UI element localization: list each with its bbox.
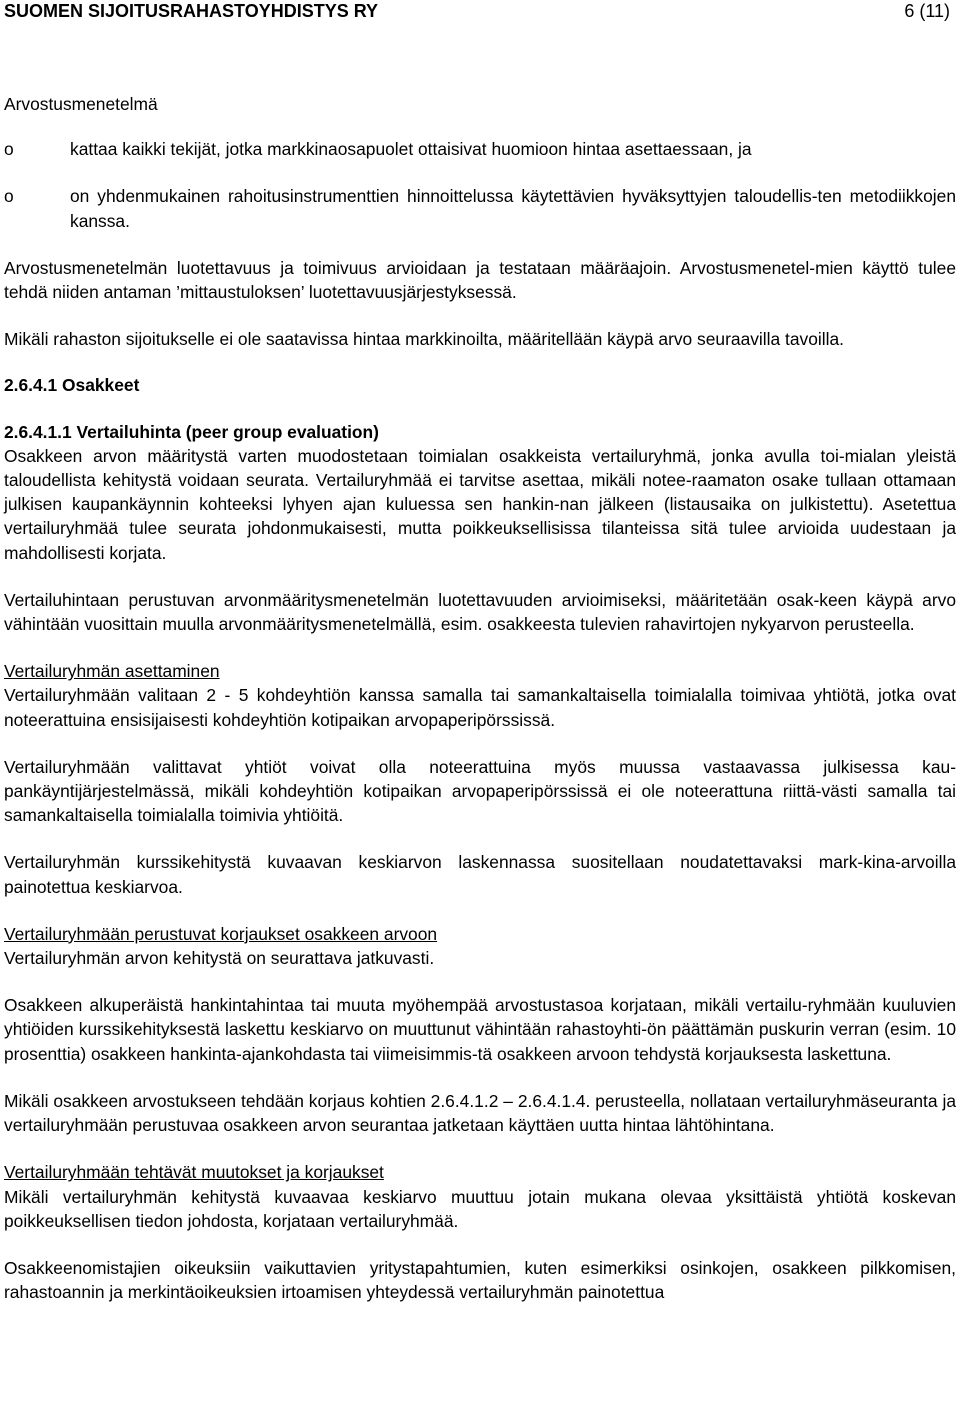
paragraph: Osakkeen alkuperäistä hankintahintaa tai muuta myöhempää arvostustasoa korjataan, mikäli vertailu-ryhmään kuuluvien yhtiöiden kurssikehityksestä laskettu keskiarvo on muuttunut vähintään rahastoyhti-ön päättämän puskurin verran (esim. 10 prosenttia) osakkeen hankinta-ajankohdasta tai viimeisimmis-tä osakkeen arvoon tehdystä korjauksesta laskettuna. — [4, 995, 956, 1064]
page-number: 6 (11) — [904, 1, 950, 21]
underlined-heading: Vertailuryhmään perustuvat korjaukset osakkeen arvoon — [4, 923, 438, 944]
bullet-text: kattaa kaikki tekijät, jotka markkinaosapuolet ottaisivat huomioon hintaa asettaessaan, ja — [70, 139, 752, 160]
paragraph: Vertailuryhmän arvon kehitystä on seurattava jatkuvasti. — [4, 948, 435, 969]
paragraph: Mikäli osakkeen arvostukseen tehdään korjaus kohtien 2.6.4.1.2 – 2.6.4.1.4. perusteella, nollataan vertailuryhmäseuranta ja vertailuryhmään perustuvaa osakkeen arvon seurantaa jatketaan käyttäen uutta hintaa lähtöhintana. — [4, 1090, 956, 1136]
section-heading: 2.6.4.1 Osakkeet — [4, 375, 140, 396]
paragraph: Osakkeenomistajien oikeuksiin vaikuttavien yritystapahtumien, kuten esimerkiksi osinkojen, osakkeen pilkkomisen, rahastoannin ja merkintäoikeuksien irtoamisen yhteydessä vertailuryhmän painotettua — [4, 1257, 956, 1303]
paragraph: Mikäli rahaston sijoitukselle ei ole saatavissa hintaa markkinoilta, määritellään käypä arvo seuraavilla tavoilla. — [4, 329, 844, 350]
paragraph: Mikäli vertailuryhmän kehitystä kuvaavaa keskiarvo muuttuu jotain mukana olevaa yksittäistä yhtiötä koskevan poikkeuksellisen tiedon johdosta, korjataan vertailuryhmää. — [4, 1186, 956, 1231]
underlined-heading: Vertailuryhmään tehtävät muutokset ja korjaukset — [4, 1162, 384, 1183]
paragraph: Vertailuryhmään valitaan 2 - 5 kohdeyhtiön kanssa samalla tai samankaltaisella toimialalla toimivaa yhtiötä, jotka ovat noteerattuina ensisijaisesti kohdeyhtiön kotipaikan arvopaperipörssissä. — [4, 685, 956, 730]
paragraph: Vertailuryhmään valittavat yhtiöt voivat olla noteerattuina myös muussa vastaavassa julkisessa kau-pankäyntijärjestelmässä, mikäli kohdeyhtiön kotipaikan arvopaperipörssissä ei ole noteerattuna riittä-västi samalla tai samankaltaisella toimialalla toimivia yhtiöitä. — [4, 756, 956, 826]
page-header — [4, 0, 956, 22]
paragraph: Osakkeen arvon määritystä varten muodostetaan toimialan osakkeista vertailuryhmä, jonka avulla toi-mialan yleistä taloudellista kehitystä voidaan seurata. Vertailuryhmää ei tarvitse asettaa, mikäli notee-raamaton osake tullaan ottamaan julkisen kaupankäynnin kohteeksi lyhyen ajan kuluessa sen hankin-nan jälkeen (listausaika on julkistettu). Asetettua vertailuryhmää tulee seurata johdonmukaisesti, mutta poikkeuksellisissa tilanteissa sitä tulee arvioida uudestaan ja mahdollisesti korjata. — [4, 445, 956, 563]
bullet-list — [4, 137, 956, 233]
document-page — [4, 0, 956, 1304]
bullet-marker: o — [4, 186, 14, 207]
paragraph: Arvostusmenetelmän luotettavuus ja toimivuus arvioidaan ja testataan määräajoin. Arvostusmenetel-mien käyttö tulee tehdä niiden antaman ’mittaustuloksen’ luotettavuusjärjestyksessä. — [4, 257, 956, 303]
paragraph: Vertailuryhmän kurssikehitystä kuvaavan keskiarvon laskennassa suositellaan noudatettavaksi mark-kina-arvoilla painotettua keskiarvoa. — [4, 852, 956, 897]
paragraph: Vertailuhintaan perustuvan arvonmääritysmenetelmän luotettavuuden arvioimiseksi, määritetään osak-keen käypä arvo vähintään vuosittain muulla arvonmääritysmenetelmällä, esim. osakkeesta tulevien rahavirtojen nykyarvon perusteella. — [4, 589, 956, 635]
list-item — [4, 137, 956, 161]
section-title: Arvostusmenetelmä — [4, 94, 158, 114]
underlined-heading: Vertailuryhmän asettaminen — [4, 661, 220, 682]
bullet-marker: o — [4, 139, 14, 160]
subsection-heading: 2.6.4.1.1 Vertailuhinta (peer group evaluation) — [4, 421, 379, 442]
organization-name: SUOMEN SIJOITUSRAHASTOYHDISTYS RY — [4, 1, 379, 21]
bullet-text: on yhdenmukainen rahoitusinstrumenttien hinnoittelussa käytettävien hyväksyttyjen taloudellis-ten metodiikkojen kanssa. — [70, 186, 956, 231]
list-item — [4, 184, 956, 232]
